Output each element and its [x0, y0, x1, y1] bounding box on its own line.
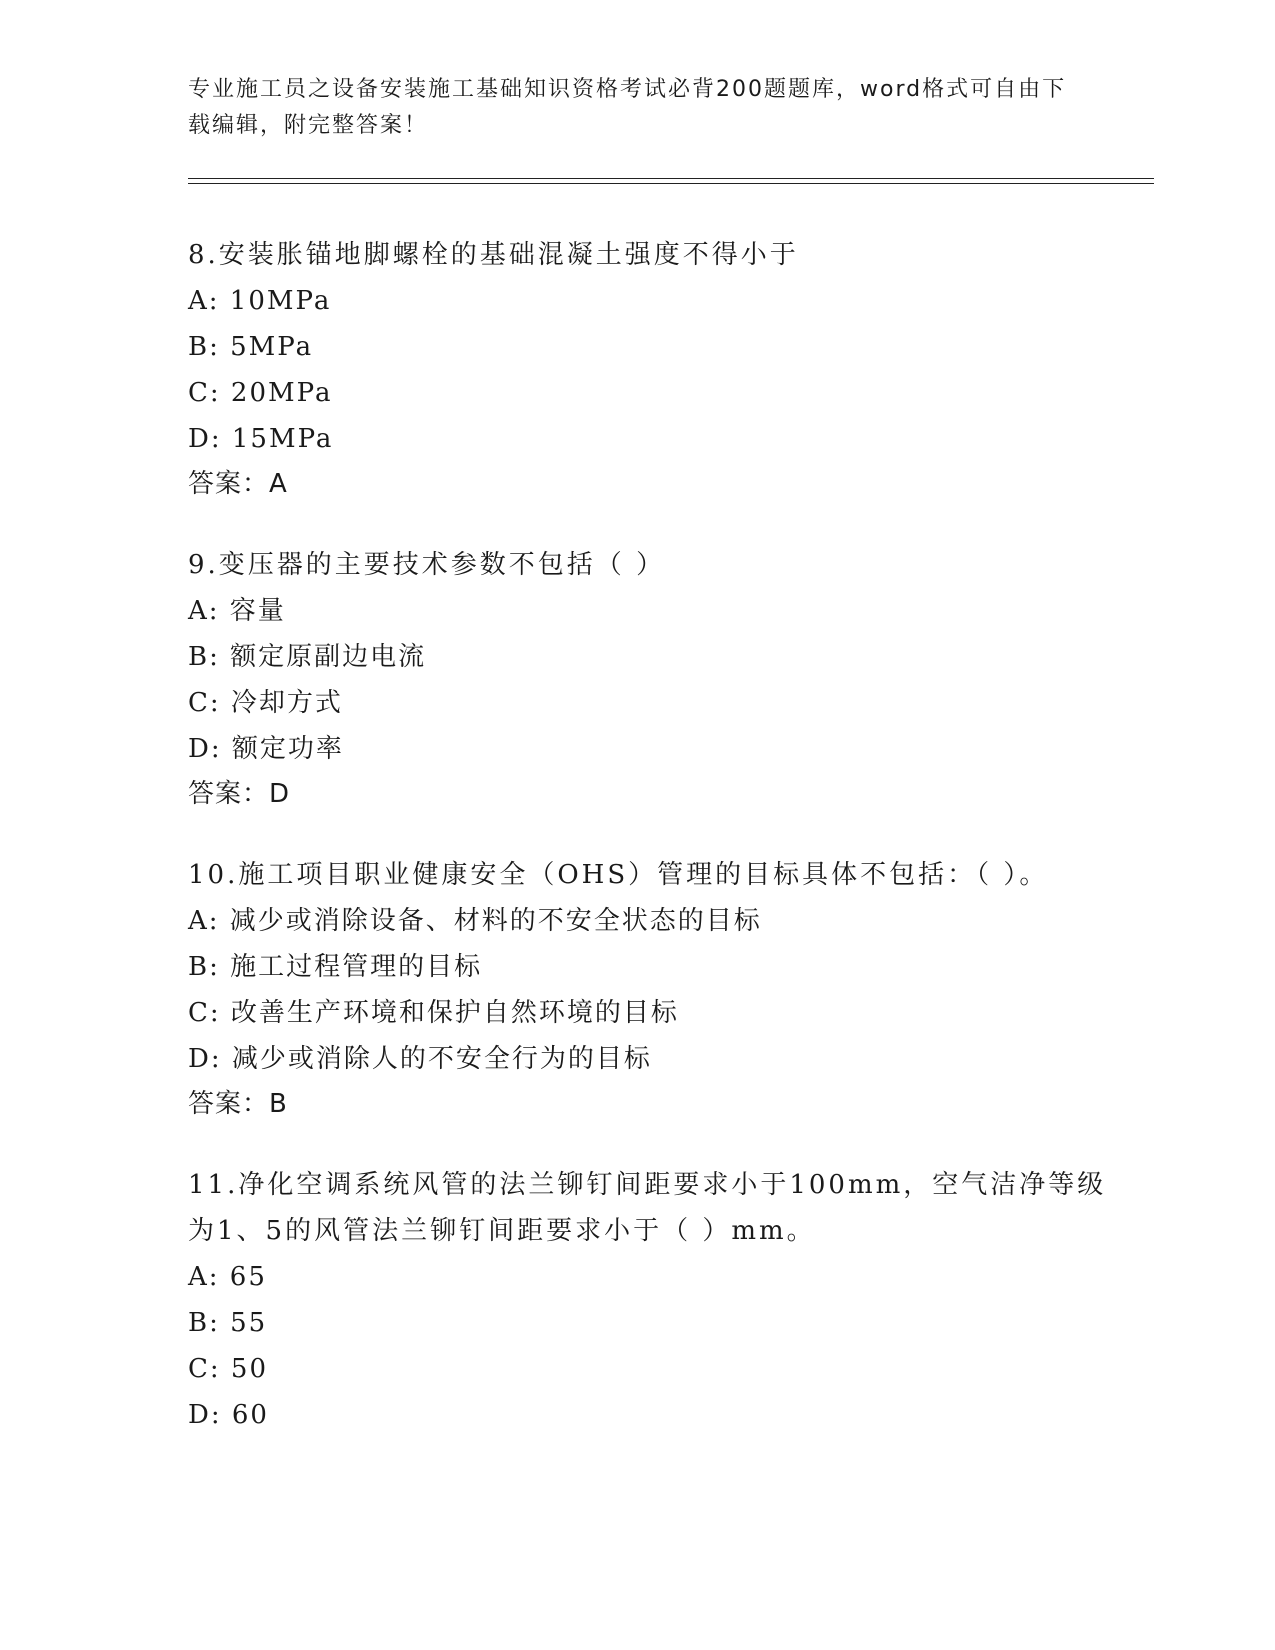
question-text: 10.施工项目职业健康安全（OHS）管理的目标具体不包括：（ ）。	[188, 860, 1049, 890]
option-a: A: 容量	[188, 596, 286, 626]
question-list	[188, 232, 1108, 1474]
option-d: D: 额定功率	[188, 734, 344, 764]
question-10	[188, 852, 1108, 1126]
question-text: 8.安装胀锚地脚螺栓的基础混凝土强度不得小于	[188, 240, 799, 270]
question-text: 9.变压器的主要技术参数不包括（ ）	[188, 550, 666, 580]
answer: 答案：D	[188, 779, 291, 809]
document-header: 专业施工员之设备安装施工基础知识资格考试必背200题题库，word格式可自由下载编辑，附完整答案！	[188, 77, 1067, 138]
option-b: B: 额定原副边电流	[188, 642, 427, 672]
answer: 答案：A	[188, 469, 288, 499]
option-d: D: 减少或消除人的不安全行为的目标	[188, 1044, 652, 1074]
question-9	[188, 542, 1108, 816]
option-c: C: 50	[188, 1354, 269, 1384]
option-a: A: 减少或消除设备、材料的不安全状态的目标	[188, 906, 762, 936]
option-d: D: 60	[188, 1400, 269, 1430]
option-c: C: 改善生产环境和保护自然环境的目标	[188, 998, 679, 1028]
header-divider-bottom	[188, 183, 1154, 184]
question-11	[188, 1162, 1108, 1438]
option-b: B: 施工过程管理的目标	[188, 952, 483, 982]
header-divider-top	[188, 178, 1154, 179]
option-a: A: 10MPa	[188, 286, 332, 316]
option-c: C: 冷却方式	[188, 688, 343, 718]
option-b: B: 55	[188, 1308, 268, 1338]
option-c: C: 20MPa	[188, 378, 333, 408]
option-d: D: 15MPa	[188, 424, 334, 454]
question-8	[188, 232, 1108, 506]
answer: 答案：B	[188, 1089, 288, 1119]
option-b: B: 5MPa	[188, 332, 314, 362]
option-a: A: 65	[188, 1262, 267, 1292]
question-text: 11.净化空调系统风管的法兰铆钉间距要求小于100mm，空气洁净等级为1、5的风管法兰铆钉间距要求小于（ ）mm。	[188, 1170, 1107, 1246]
